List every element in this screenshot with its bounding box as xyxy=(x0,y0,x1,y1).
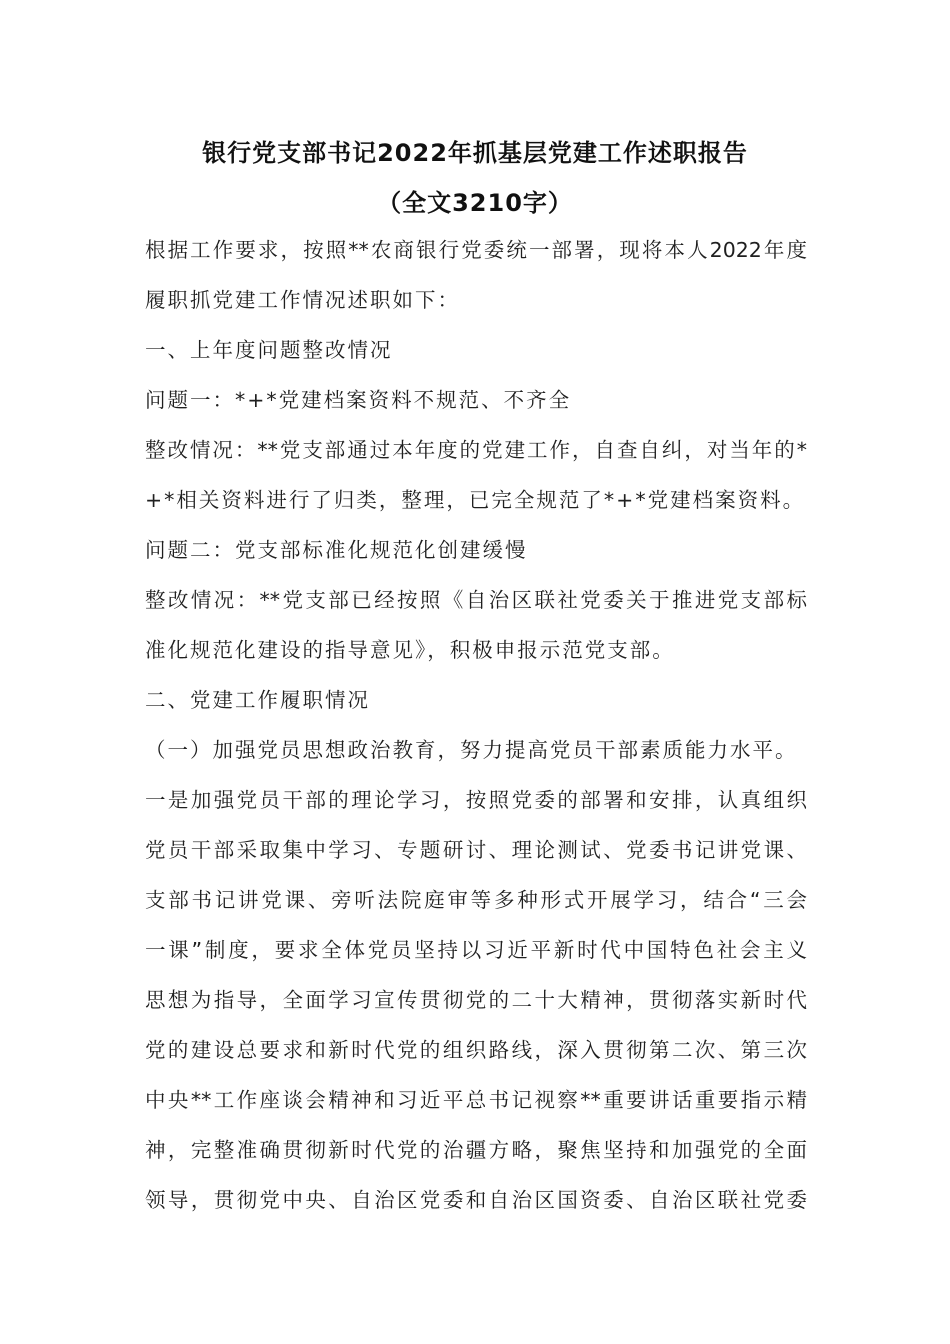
body-line: 领导，贯彻党中央、自治区党委和自治区国资委、自治区联社党委 xyxy=(145,1188,807,1212)
section-heading: 二、党建工作履职情况 xyxy=(145,688,370,712)
body-line: 整改情况：**党支部已经按照《自治区联社党委关于推进党支部标 xyxy=(145,588,807,612)
section-heading: 一、上年度问题整改情况 xyxy=(145,338,393,362)
body-line: 神，完整准确贯彻新时代党的治疆方略，聚焦坚持和加强党的全面 xyxy=(145,1138,807,1162)
body-line: 思想为指导，全面学习宣传贯彻党的二十大精神，贯彻落实新时代 xyxy=(145,988,807,1012)
body-line: 支部书记讲党课、旁听法院庭审等多种形式开展学习，结合“三会 xyxy=(145,888,807,912)
document-subtitle: （全文3210字） xyxy=(377,189,573,217)
body-line: 中央**工作座谈会精神和习近平总书记视察**重要讲话重要指示精 xyxy=(145,1088,807,1112)
body-line: 一是加强党员干部的理论学习，按照党委的部署和安排，认真组织 xyxy=(145,788,807,812)
body-line: 准化规范化建设的指导意见》，积极申报示范党支部。 xyxy=(145,638,675,662)
problem-heading: 问题一：*+*党建档案资料不规范、不齐全 xyxy=(145,388,572,412)
body-line: 一课”制度，要求全体党员坚持以习近平新时代中国特色社会主义 xyxy=(145,938,807,962)
body-line: +*相关资料进行了归类，整理，已完全规范了*+*党建档案资料。 xyxy=(145,488,806,512)
body-line: 整改情况：**党支部通过本年度的党建工作，自查自纠，对当年的* xyxy=(145,438,807,462)
subsection-heading: （一）加强党员思想政治教育，努力提高党员干部素质能力水平。 xyxy=(145,738,798,762)
body-line: 党员干部采取集中学习、专题研讨、理论测试、党委书记讲党课、 xyxy=(145,838,807,862)
body-line: 根据工作要求，按照**农商银行党委统一部署，现将本人2022年度 xyxy=(145,238,807,262)
body-line: 履职抓党建工作情况述职如下： xyxy=(145,288,460,312)
problem-heading: 问题二：党支部标准化规范化创建缓慢 xyxy=(145,538,528,562)
document-title: 银行党支部书记2022年抓基层党建工作述职报告 xyxy=(202,139,748,167)
body-line: 党的建设总要求和新时代党的组织路线，深入贯彻第二次、第三次 xyxy=(145,1038,807,1062)
